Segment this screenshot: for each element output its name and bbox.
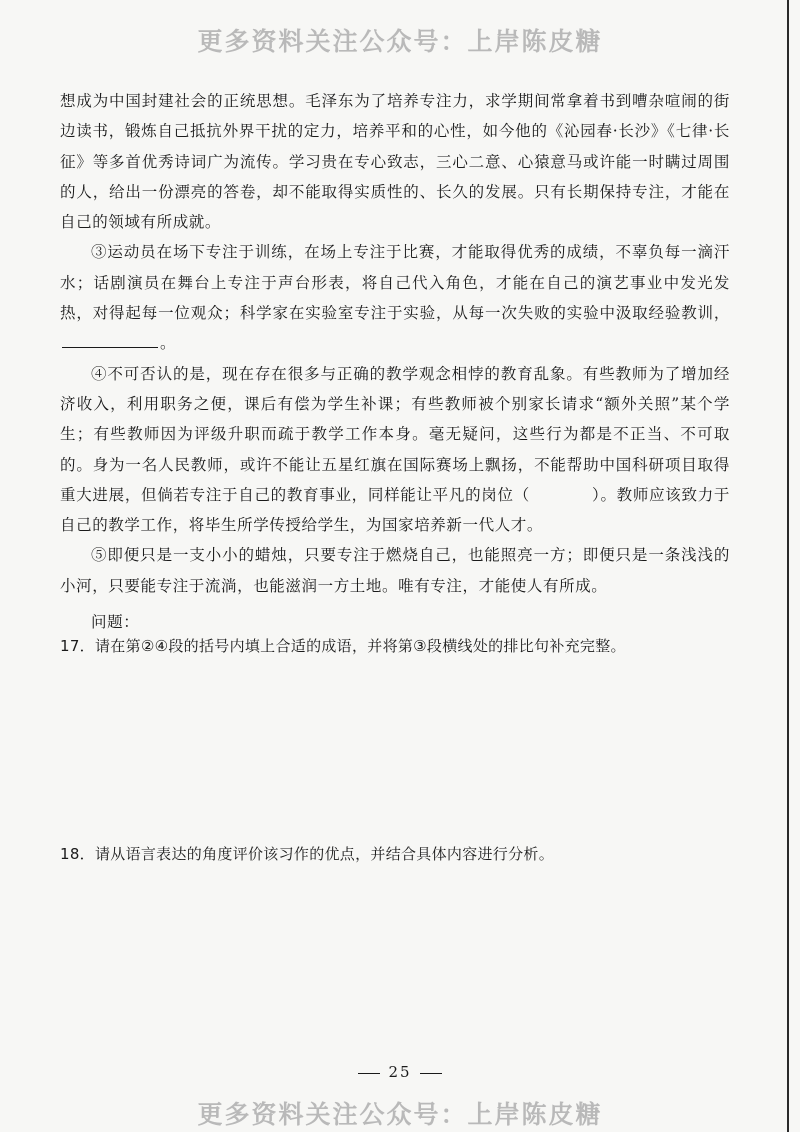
watermark-bottom: 更多资料关注公众号：上岸陈皮糖 bbox=[197, 1100, 603, 1129]
paragraph-1: 想成为中国封建社会的正统思想。毛泽东为了培养专注力，求学期间常拿着书到嘈杂喧闹的街边读书，锻炼自己抵抗外界干扰的定力，培养平和的心性，如今他的《沁园春·长沙》《七律·长征》等多首优秀诗词广为流传。学习贵在专心致志，三心二意、心猿意马或许能一时瞒过周围的人，给出一份漂亮的答卷，却不能取得实质性的、长久的发展。只有长期保持专注，才能在自己的领域有所成就。 bbox=[60, 92, 730, 232]
page-number-dash-left bbox=[358, 1073, 380, 1074]
passage bbox=[60, 86, 730, 637]
watermark-top: 更多资料关注公众号：上岸陈皮糖 bbox=[197, 27, 603, 56]
question-18: 18．请从语言表达的角度评价该习作的优点，并结合具体内容进行分析。 bbox=[60, 845, 554, 863]
paragraph-4-text-before: ④不可否认的是，现在存在很多与正确的教学观念相悖的教育乱象。有些教师为了增加经济收入，利用职务之便，课后有偿为学生补课；有些教师被个别家长请求“额外关照”某个学生；有些教师因为评级升职而疏于教学工作本身。毫无疑问，这些行为都是不正当、不可取的。身为一名人民教师，或许不能让五星红旗在国际赛场上飘扬，不能帮助中国科研项目取得重大进展，但倘若专注于自己的教育事业，同样能让平凡的岗位（ bbox=[60, 364, 730, 504]
paragraph-3-text: ③运动员在场下专注于训练，在场上专注于比赛，才能取得优秀的成绩，不辜负每一滴汗水；话剧演员在舞台上专注于声台形表，将自己代入角色，才能在自己的演艺事业中发光发热，对得起每一位观众；科学家在实验室专注于实验，从每一次失败的实验中汲取经验教训， bbox=[60, 243, 730, 323]
paragraph-3-end: 。 bbox=[160, 334, 177, 353]
page-number-value: 25 bbox=[388, 1063, 412, 1081]
paragraph-4-text-after: ）。教师应该致力于自己的教学工作，将毕生所学传授给学生，为国家培养新一代人才。 bbox=[60, 485, 731, 535]
paragraph-3 bbox=[60, 237, 730, 358]
questions-label: 问题： bbox=[91, 613, 140, 632]
fill-blank-line bbox=[62, 331, 158, 348]
paragraph-4 bbox=[60, 359, 730, 541]
page-number bbox=[0, 1063, 800, 1081]
question-17: 17．请在第②④段的括号内填上合适的成语，并将第③段横线处的排比句补充完整。 bbox=[60, 637, 626, 655]
paragraph-5: ⑤即便只是一支小小的蜡烛，只要专注于燃烧自己，也能照亮一方；即便只是一条浅浅的小河，只要能专注于流淌，也能滋润一方土地。唯有专注，才能使人有所成。 bbox=[60, 546, 730, 595]
page-number-dash-right bbox=[420, 1073, 442, 1074]
page-edge-line bbox=[787, 0, 789, 1132]
